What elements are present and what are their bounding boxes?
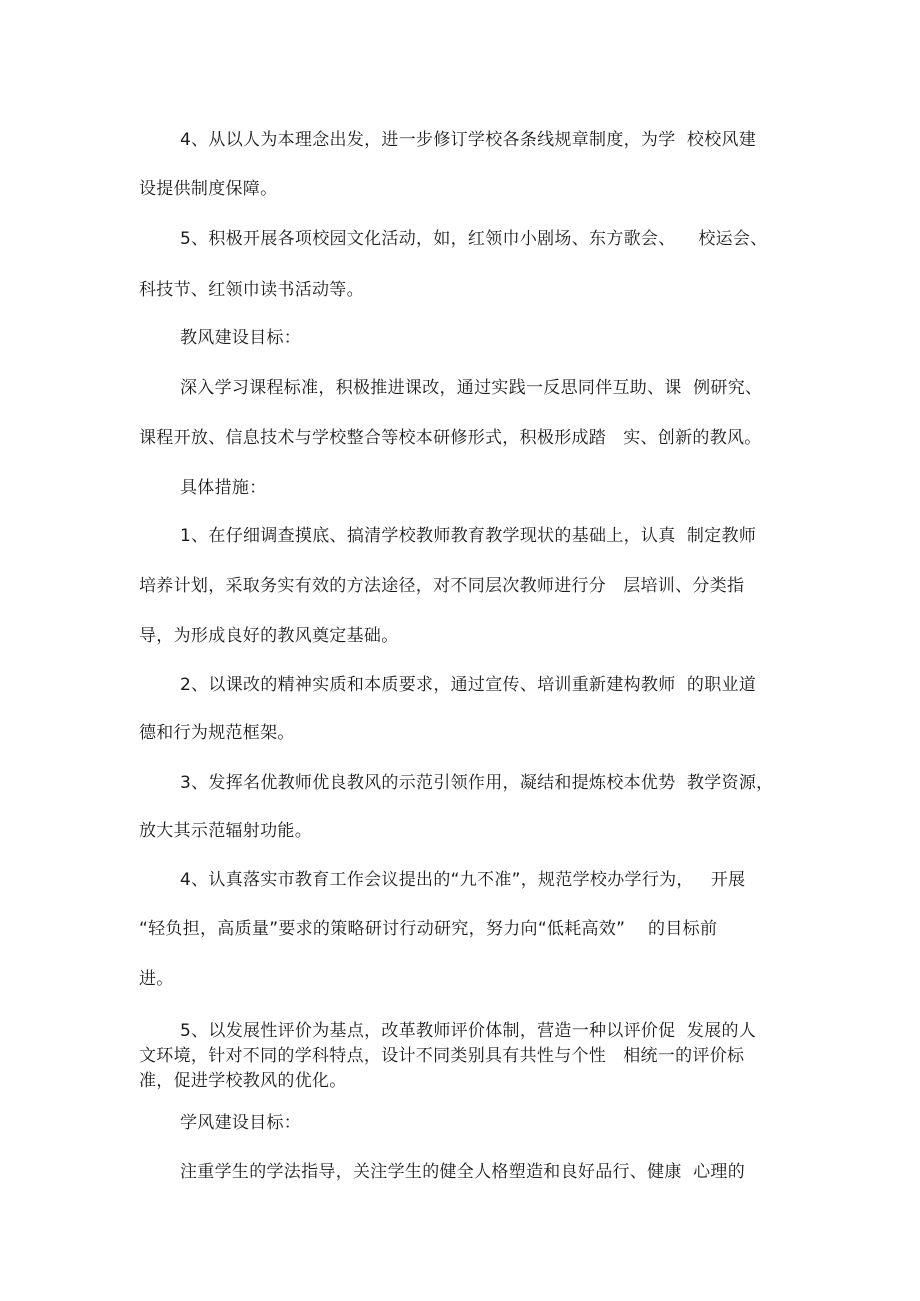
paragraph-5-campus-activities-line-2: 科技节、红领巾读书活动等。 <box>139 280 364 300</box>
measure-1-line-2: 培养计划，采取务实有效的方法途径，对不同层次教师进行分 层培训、分类指 <box>139 576 745 596</box>
measure-2-line-2: 德和行为规范框架。 <box>139 723 295 743</box>
measure-3-line-1: 3、发挥名优教师优良教风的示范引领作用，凝结和提炼校本优势 教学资源， <box>180 773 774 793</box>
measure-2-line-1: 2、以课改的精神实质和本质要求，通过宣传、培训重新建构教师 的职业道 <box>180 675 757 695</box>
study-style-goal-heading: 学风建设目标： <box>180 1113 302 1133</box>
measure-4-line-2: “轻负担，高质量”要求的策略研讨行动研究，努力向“低耗高效” 的目标前 <box>139 919 718 939</box>
paragraph-4-school-rules-line-1: 4、从以人为本理念出发，进一步修订学校各条线规章制度，为学 校校风建 <box>180 130 757 150</box>
teaching-style-goal-line-1: 深入学习课程标准，积极推进课改，通过实践一反思同伴互助、课 例研究、 <box>180 378 763 398</box>
teaching-style-goal-heading: 教风建设目标： <box>180 328 302 348</box>
paragraph-4-school-rules-line-2: 设提供制度保障。 <box>139 179 278 199</box>
measure-1-line-3: 导，为形成良好的教风奠定基础。 <box>139 626 399 646</box>
measure-5-line-2: 文环境，针对不同的学科特点，设计不同类别具有共性与个性 相统一的评价标 <box>139 1046 745 1066</box>
specific-measures-heading: 具体措施： <box>180 478 267 498</box>
measure-1-line-1: 1、在仔细调查摸底、搞清学校教师教育教学现状的基础上，认真 制定教师 <box>180 526 757 546</box>
measure-5-line-1: 5、以发展性评价为基点，改革教师评价体制，营造一种以评价促 发展的人 <box>180 1021 757 1041</box>
paragraph-5-campus-activities-line-1: 5、积极开展各项校园文化活动，如，红领巾小剧场、东方歌会、 校运会、 <box>180 229 768 249</box>
study-style-goal-line-1: 注重学生的学法指导，关注学生的健全人格塑造和良好品行、健康 心理的 <box>180 1162 746 1182</box>
measure-5-line-3: 准，促进学校教风的优化。 <box>139 1071 347 1091</box>
measure-3-line-2: 放大其示范辐射功能。 <box>139 821 312 841</box>
teaching-style-goal-line-2: 课程开放、信息技术与学校整合等校本研修形式，积极形成踏 实、创新的教风。 <box>139 428 762 448</box>
measure-4-line-1: 4、认真落实市教育工作会议提出的“九不准”，规范学校办学行为， 开展 <box>180 870 746 890</box>
measure-4-line-3: 进。 <box>139 969 174 989</box>
